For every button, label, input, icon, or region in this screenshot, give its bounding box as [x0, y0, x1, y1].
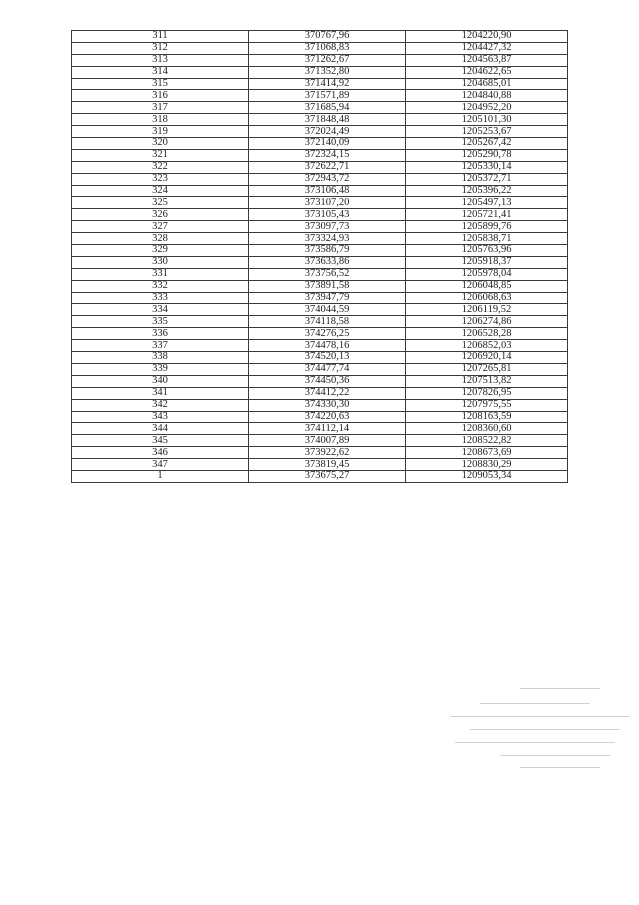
- table-row: [72, 435, 568, 447]
- point-number-cell: 316: [72, 90, 249, 102]
- point-number-cell: 326: [72, 209, 249, 221]
- y-coordinate-cell: 1204952,20: [406, 102, 568, 114]
- table-row: [72, 411, 568, 423]
- coordinates-table-body: [72, 31, 568, 483]
- y-coordinate-cell: 1205763,96: [406, 245, 568, 257]
- x-coordinate-cell: 372024,49: [249, 126, 406, 138]
- x-coordinate-cell: 374044,59: [249, 304, 406, 316]
- x-coordinate-cell: 374330,30: [249, 399, 406, 411]
- x-coordinate-cell: 374276,25: [249, 328, 406, 340]
- table-row: [72, 161, 568, 173]
- y-coordinate-cell: 1204840,88: [406, 90, 568, 102]
- y-coordinate-cell: 1205497,13: [406, 197, 568, 209]
- y-coordinate-cell: 1207265,81: [406, 363, 568, 375]
- table-row: [72, 328, 568, 340]
- point-number-cell: 327: [72, 221, 249, 233]
- table-row: [72, 221, 568, 233]
- table-row: [72, 233, 568, 245]
- y-coordinate-cell: 1208830,29: [406, 459, 568, 471]
- point-number-cell: 346: [72, 447, 249, 459]
- point-number-cell: 344: [72, 423, 249, 435]
- point-number-cell: 311: [72, 31, 249, 43]
- x-coordinate-cell: 372140,09: [249, 138, 406, 150]
- x-coordinate-cell: 373324,93: [249, 233, 406, 245]
- x-coordinate-cell: 373107,20: [249, 197, 406, 209]
- point-number-cell: 336: [72, 328, 249, 340]
- table-row: [72, 126, 568, 138]
- y-coordinate-cell: 1206274,86: [406, 316, 568, 328]
- table-row: [72, 54, 568, 66]
- x-coordinate-cell: 371848,48: [249, 114, 406, 126]
- point-number-cell: 315: [72, 78, 249, 90]
- point-number-cell: 317: [72, 102, 249, 114]
- x-coordinate-cell: 371262,67: [249, 54, 406, 66]
- y-coordinate-cell: 1206528,28: [406, 328, 568, 340]
- x-coordinate-cell: 371414,92: [249, 78, 406, 90]
- table-row: [72, 149, 568, 161]
- y-coordinate-cell: 1206048,85: [406, 280, 568, 292]
- point-number-cell: 340: [72, 375, 249, 387]
- point-number-cell: 337: [72, 340, 249, 352]
- x-coordinate-cell: 371352,80: [249, 66, 406, 78]
- table-row: [72, 340, 568, 352]
- y-coordinate-cell: 1205918,37: [406, 256, 568, 268]
- point-number-cell: 325: [72, 197, 249, 209]
- point-number-cell: 321: [72, 149, 249, 161]
- table-row: [72, 245, 568, 257]
- point-number-cell: 335: [72, 316, 249, 328]
- table-row: [72, 375, 568, 387]
- x-coordinate-cell: 374478,16: [249, 340, 406, 352]
- point-number-cell: 322: [72, 161, 249, 173]
- table-row: [72, 447, 568, 459]
- y-coordinate-cell: 1205330,14: [406, 161, 568, 173]
- table-row: [72, 459, 568, 471]
- x-coordinate-cell: 373586,79: [249, 245, 406, 257]
- point-number-cell: 313: [72, 54, 249, 66]
- y-coordinate-cell: 1207826,95: [406, 387, 568, 399]
- point-number-cell: 345: [72, 435, 249, 447]
- point-number-cell: 341: [72, 387, 249, 399]
- y-coordinate-cell: 1206119,52: [406, 304, 568, 316]
- point-number-cell: 343: [72, 411, 249, 423]
- y-coordinate-cell: 1208163,59: [406, 411, 568, 423]
- table-row: [72, 173, 568, 185]
- x-coordinate-cell: 373106,48: [249, 185, 406, 197]
- table-row: [72, 268, 568, 280]
- table-row: [72, 42, 568, 54]
- table-row: [72, 363, 568, 375]
- x-coordinate-cell: 371685,94: [249, 102, 406, 114]
- point-number-cell: 324: [72, 185, 249, 197]
- y-coordinate-cell: 1205372,71: [406, 173, 568, 185]
- table-row: [72, 78, 568, 90]
- point-number-cell: 347: [72, 459, 249, 471]
- point-number-cell: 329: [72, 245, 249, 257]
- y-coordinate-cell: 1205978,04: [406, 268, 568, 280]
- x-coordinate-cell: 374450,36: [249, 375, 406, 387]
- table-row: [72, 387, 568, 399]
- point-number-cell: 328: [72, 233, 249, 245]
- point-number-cell: 330: [72, 256, 249, 268]
- y-coordinate-cell: 1206852,03: [406, 340, 568, 352]
- table-row: [72, 185, 568, 197]
- x-coordinate-cell: 374520,13: [249, 352, 406, 364]
- point-number-cell: 323: [72, 173, 249, 185]
- y-coordinate-cell: 1205290,78: [406, 149, 568, 161]
- x-coordinate-cell: 374007,89: [249, 435, 406, 447]
- point-number-cell: 339: [72, 363, 249, 375]
- point-number-cell: 333: [72, 292, 249, 304]
- table-row: [72, 316, 568, 328]
- table-row: [72, 399, 568, 411]
- table-row: [72, 423, 568, 435]
- y-coordinate-cell: 1208522,82: [406, 435, 568, 447]
- x-coordinate-cell: 374112,14: [249, 423, 406, 435]
- y-coordinate-cell: 1204563,87: [406, 54, 568, 66]
- x-coordinate-cell: 372943,72: [249, 173, 406, 185]
- y-coordinate-cell: 1204220,90: [406, 31, 568, 43]
- y-coordinate-cell: 1204622,65: [406, 66, 568, 78]
- x-coordinate-cell: 371571,89: [249, 90, 406, 102]
- x-coordinate-cell: 374412,22: [249, 387, 406, 399]
- point-number-cell: 320: [72, 138, 249, 150]
- point-number-cell: 312: [72, 42, 249, 54]
- x-coordinate-cell: 373675,27: [249, 470, 406, 482]
- x-coordinate-cell: 373819,45: [249, 459, 406, 471]
- x-coordinate-cell: 371068,83: [249, 42, 406, 54]
- y-coordinate-cell: 1205838,71: [406, 233, 568, 245]
- point-number-cell: 332: [72, 280, 249, 292]
- table-row: [72, 304, 568, 316]
- y-coordinate-cell: 1208673,69: [406, 447, 568, 459]
- point-number-cell: 331: [72, 268, 249, 280]
- y-coordinate-cell: 1205899,76: [406, 221, 568, 233]
- y-coordinate-cell: 1204427,32: [406, 42, 568, 54]
- x-coordinate-cell: 373105,43: [249, 209, 406, 221]
- point-number-cell: 342: [72, 399, 249, 411]
- table-row: [72, 209, 568, 221]
- table-row: [72, 90, 568, 102]
- x-coordinate-cell: 374118,58: [249, 316, 406, 328]
- x-coordinate-cell: 373947,79: [249, 292, 406, 304]
- x-coordinate-cell: 372622,71: [249, 161, 406, 173]
- y-coordinate-cell: 1208360,60: [406, 423, 568, 435]
- table-row: [72, 352, 568, 364]
- y-coordinate-cell: 1205267,42: [406, 138, 568, 150]
- y-coordinate-cell: 1205253,67: [406, 126, 568, 138]
- x-coordinate-cell: 373891,58: [249, 280, 406, 292]
- table-row: [72, 138, 568, 150]
- table-row: [72, 114, 568, 126]
- table-row: [72, 197, 568, 209]
- table-row: [72, 280, 568, 292]
- table-row: [72, 256, 568, 268]
- y-coordinate-cell: 1209053,34: [406, 470, 568, 482]
- point-number-cell: 319: [72, 126, 249, 138]
- x-coordinate-cell: 374477,74: [249, 363, 406, 375]
- point-number-cell: 318: [72, 114, 249, 126]
- y-coordinate-cell: 1206920,14: [406, 352, 568, 364]
- point-number-cell: 338: [72, 352, 249, 364]
- x-coordinate-cell: 373922,62: [249, 447, 406, 459]
- x-coordinate-cell: 374220,63: [249, 411, 406, 423]
- x-coordinate-cell: 373756,52: [249, 268, 406, 280]
- point-number-cell: 334: [72, 304, 249, 316]
- x-coordinate-cell: 373097,73: [249, 221, 406, 233]
- table-row: [72, 470, 568, 482]
- coordinates-table: [71, 30, 568, 483]
- y-coordinate-cell: 1207975,55: [406, 399, 568, 411]
- table-row: [72, 31, 568, 43]
- x-coordinate-cell: 372324,15: [249, 149, 406, 161]
- y-coordinate-cell: 1204685,01: [406, 78, 568, 90]
- point-number-cell: 314: [72, 66, 249, 78]
- y-coordinate-cell: 1205721,41: [406, 209, 568, 221]
- y-coordinate-cell: 1206068,63: [406, 292, 568, 304]
- x-coordinate-cell: 370767,96: [249, 31, 406, 43]
- y-coordinate-cell: 1205101,30: [406, 114, 568, 126]
- table-row: [72, 292, 568, 304]
- x-coordinate-cell: 373633,86: [249, 256, 406, 268]
- table-row: [72, 102, 568, 114]
- y-coordinate-cell: 1207513,82: [406, 375, 568, 387]
- y-coordinate-cell: 1205396,22: [406, 185, 568, 197]
- table-row: [72, 66, 568, 78]
- point-number-cell: 1: [72, 470, 249, 482]
